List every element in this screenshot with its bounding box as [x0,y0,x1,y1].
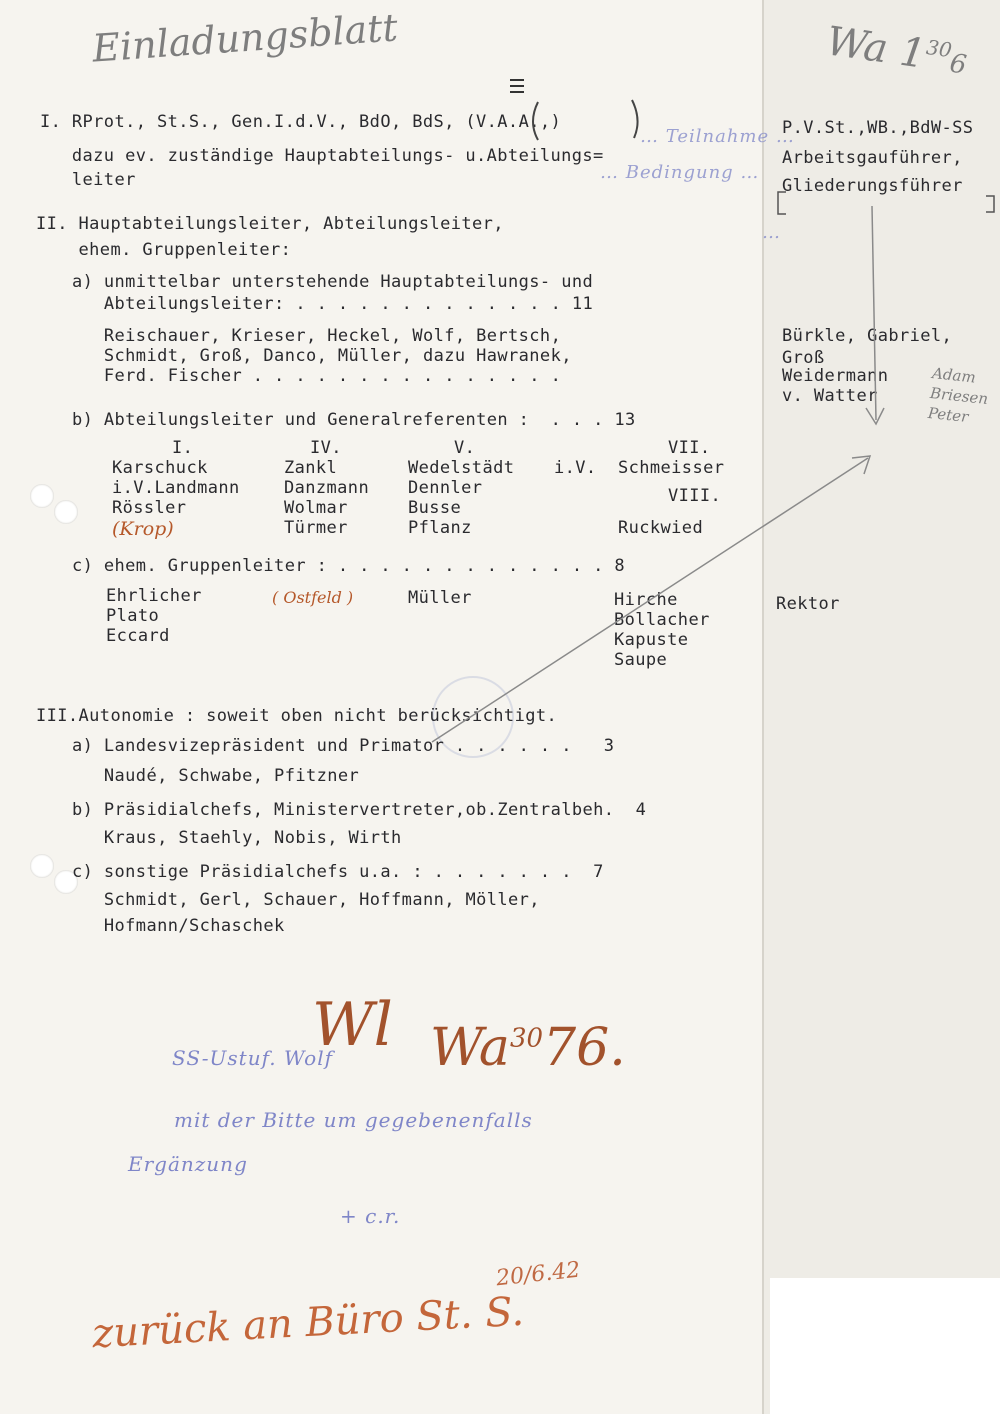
names-line: Kraus, Staehly, Nobis, Wirth [72,828,402,848]
b-col1-item: Karschuck [112,458,208,478]
names-line: Schmidt, Gerl, Schauer, Hoffmann, Möller, [72,890,540,910]
right-column-text: v. Watter [782,386,878,406]
names-line: Reischauer, Krieser, Heckel, Wolf, Bertsch, [72,326,562,346]
right-column-text: Weidermann [782,366,889,386]
handwritten-file-number: Wa$^{30}$76. [430,1018,626,1078]
b-col2-item: Türmer [284,518,348,538]
b-col3-item: V. [454,438,476,458]
b-col2-item: IV. [310,438,342,458]
blue-pencil-note: + c.r. [340,1204,401,1228]
section-II-a-line: Abteilungsleiter: . . . . . . . . . . . . . 11 [72,294,594,314]
section-II-a-line: a) unmittelbar unterstehende Hauptabteilungs- und [72,272,594,292]
names-line: Schmidt, Groß, Danco, Müller, dazu Hawranek, [72,346,572,366]
right-column-text: Bürkle, Gabriel, [782,326,953,346]
blue-pencil-note: … [762,222,781,243]
blue-pencil-note: … Teilnahme … [640,126,795,147]
names-line: Ferd. Fischer . . . . . . . . . . . . . . . [72,366,562,386]
c-col1-item: Eccard [106,626,170,646]
right-column-text: Groß [782,348,825,368]
section-III-c-line: c) sonstige Präsidialchefs u.a. : . . . . . . . 7 [72,862,604,882]
section-II-line: ehem. Gruppenleiter: [36,240,292,260]
right-column-text: Rektor [776,594,840,614]
b-col4-item: Ruckwied [618,518,704,538]
c-col3-item: Saupe [614,650,668,670]
section-II-c-line: c) ehem. Gruppenleiter : . . . . . . . . . . . . . 8 [72,556,626,576]
gray-pencil-margin-note: Adam Briesen Peter [927,364,989,427]
b-col3-item: Pflanz [408,518,472,538]
names-line: Naudé, Schwabe, Pfitzner [72,766,360,786]
b-col4-item: VIII. [668,486,722,506]
section-III-b-line: b) Präsidialchefs, Ministervertreter,ob.Zentralbeh. 4 [72,800,647,820]
handwritten-krop: (Krop) [112,518,174,540]
c-col3-item: Hirche [614,590,678,610]
right-column-text: Gliederungsführer [782,176,963,196]
b-col1-item: I. [172,438,194,458]
section-III-heading: III.Autonomie : soweit oben nicht berücksichtigt. [36,706,558,726]
section-III-a-line: a) Landesvizepräsident und Primator . . . . . . 3 [72,736,615,756]
handwritten-return-note: zurück an Büro St. S. [91,1288,525,1358]
b-col2-item: Danzmann [284,478,370,498]
c-col3-item: Kapuste [614,630,689,650]
c-col1-item: Plato [106,606,160,626]
right-column-text: Arbeitsgauführer, [782,148,963,168]
section-I-heading: I. RProt., St.S., Gen.I.d.V., BdO, BdS, (V.A.A.,) [40,112,562,132]
section-I-line: dazu ev. zuständige Hauptabteilungs- u.Abteilungs= [40,146,604,166]
b-col2-item: Wolmar [284,498,348,518]
b-col1-item: Rössler [112,498,187,518]
b-col2-item: Zankl [284,458,338,478]
b-col3-item: Busse [408,498,462,518]
section-II-heading: II. Hauptabteilungsleiter, Abteilungsleiter, [36,214,504,234]
c-col2-item: Müller [408,588,472,608]
blue-pencil-note: SS-Ustuf. Wolf [172,1046,334,1070]
handwritten-title: Einladungsblatt [90,5,400,71]
handwritten-note-parenthesis: ( Ostfeld ) [272,588,354,607]
handwritten-date: 20/6.42 [494,1257,582,1292]
section-I-line: leiter [40,170,136,190]
blue-pencil-note: Ergänzung [128,1152,248,1176]
names-line: Hofmann/Schaschek [72,916,285,936]
b-col4-item: Schmeisser [618,458,725,478]
b-col1-item: i.V.Landmann [112,478,240,498]
b-col3-item: Dennler [408,478,483,498]
b-iv-label: i.V. [554,458,597,478]
b-col4-item: VII. [668,438,711,458]
handwritten-initials: Wl [312,990,393,1060]
handwritten-ref-number: Wa $1^{30}6$ [823,18,969,81]
blue-pencil-note: mit der Bitte um gegebenenfalls [174,1108,533,1132]
right-column-text: P.V.St.,WB.,BdW-SS [782,118,974,138]
c-col3-item: Bollacher [614,610,710,630]
b-col3-item: Wedelstädt [408,458,515,478]
section-II-b-line: b) Abteilungsleiter und Generalreferenten : . . . 13 [72,410,636,430]
blue-pencil-note: … Bedingung … [600,162,760,183]
c-col1-item: Ehrlicher [106,586,202,606]
